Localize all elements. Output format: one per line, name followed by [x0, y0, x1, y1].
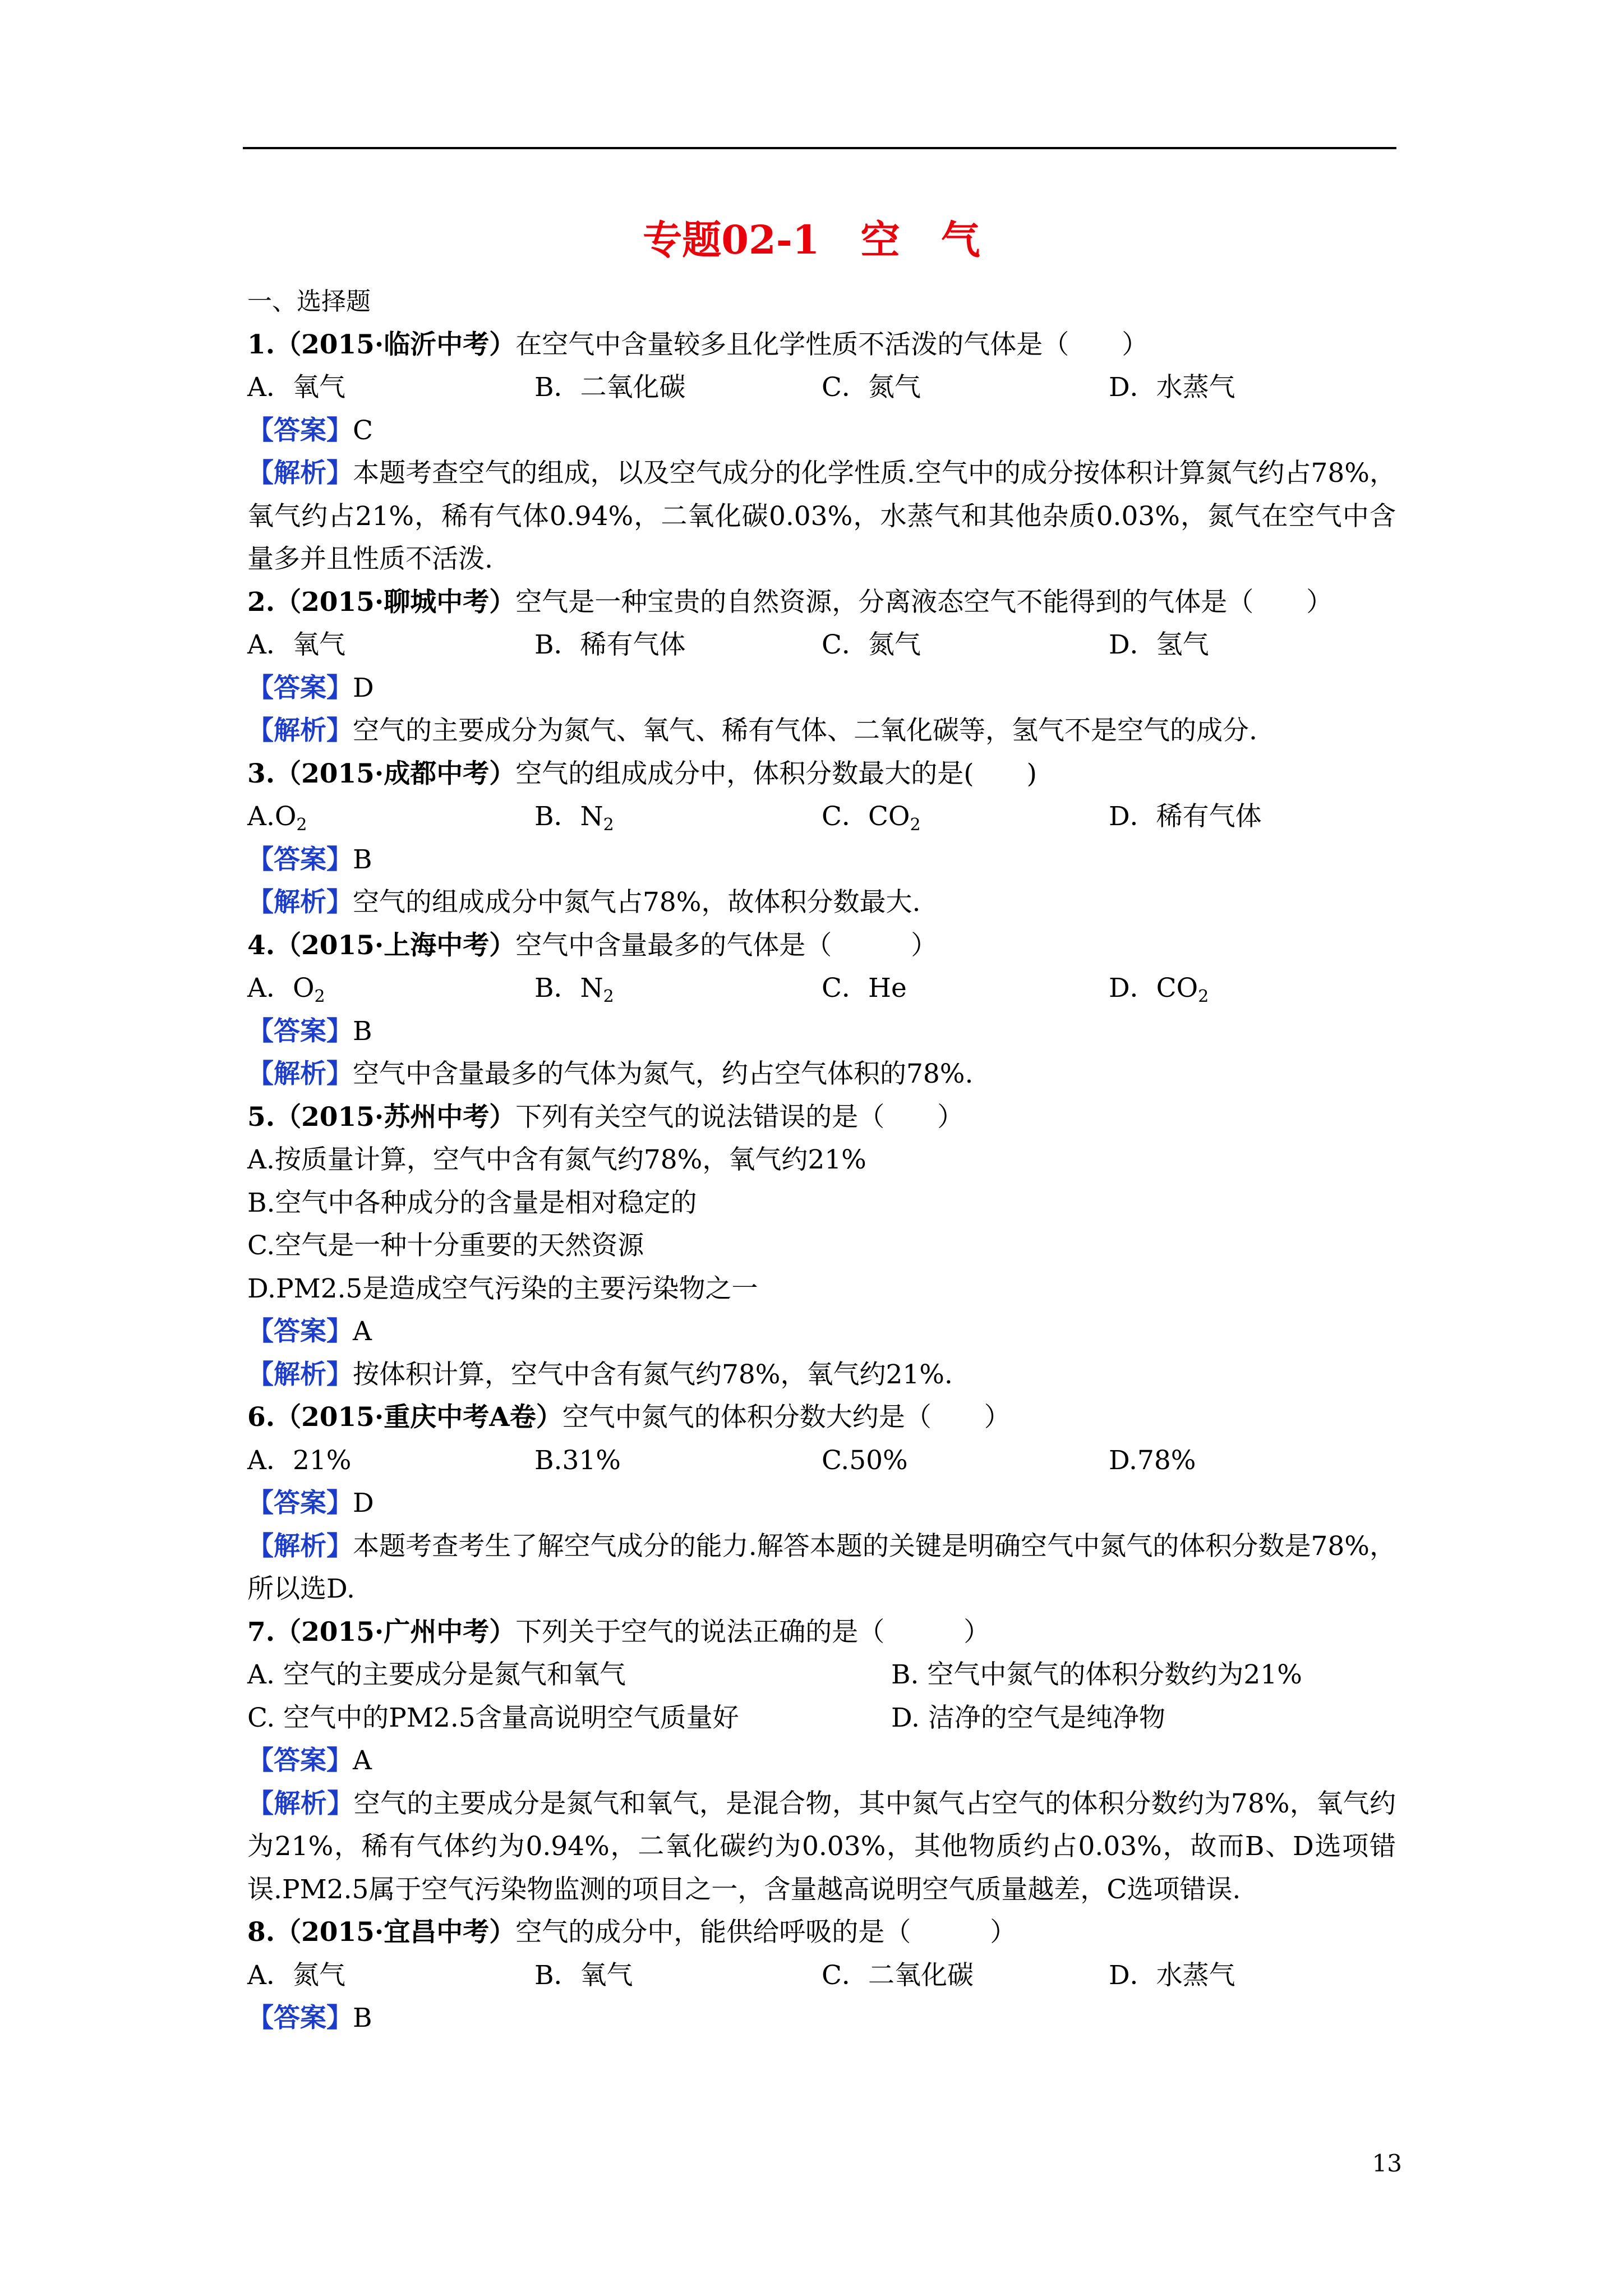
analysis-label: 【解析】 — [247, 1530, 353, 1562]
analysis-text: 按体积计算，空气中含有氮气约78%，氧气约21%. — [353, 1359, 953, 1390]
analysis-label: 【解析】 — [247, 1788, 354, 1819]
question-6-source: 6.（2015·重庆中考A卷） — [247, 1402, 562, 1433]
question-8-options — [247, 1954, 1396, 1998]
analysis-label: 【解析】 — [247, 887, 353, 918]
option-b: B.空气中各种成分的含量是相对稳定的 — [247, 1187, 697, 1218]
option-c: C.50% — [822, 1444, 908, 1476]
option-a: A.按质量计算，空气中含有氮气约78%，氧气约21% — [247, 1144, 866, 1175]
question-2 — [247, 581, 1396, 624]
analysis-label: 【解析】 — [247, 458, 353, 489]
analysis-text: 空气的主要成分为氮气、氧气、稀有气体、二氧化碳等，氢气不是空气的成分. — [353, 715, 1257, 746]
page-title: 专题02-1 空 气 — [643, 217, 980, 263]
question-6-analysis — [247, 1525, 1396, 1611]
question-list — [247, 280, 1396, 2040]
option-a: A．氧气 — [247, 629, 345, 660]
option-b: B．$N_2$ — [534, 801, 614, 835]
question-7-options-ab — [247, 1654, 1396, 1697]
question-7 — [247, 1611, 1396, 1654]
option-c: C.空气是一种十分重要的天然资源 — [247, 1230, 644, 1261]
question-1-analysis — [247, 452, 1396, 581]
question-4-answer — [247, 1010, 1396, 1053]
option-b: B．氧气 — [534, 1959, 633, 1991]
question-6-stem: 空气中氮气的体积分数大约是（ ） — [562, 1402, 1011, 1433]
question-2-answer — [247, 667, 1396, 710]
question-1 — [247, 324, 1396, 367]
question-2-options — [247, 624, 1396, 667]
option-d: D．水蒸气 — [1109, 372, 1235, 403]
analysis-label: 【解析】 — [247, 1359, 353, 1390]
question-8-stem: 空气的成分中，能供给呼吸的是（ ） — [515, 1917, 1017, 1948]
answer-value: B — [353, 2003, 372, 2033]
question-3-answer — [247, 839, 1396, 882]
option-c: C．氮气 — [822, 372, 921, 403]
answer-label: 【答案】 — [247, 844, 353, 875]
answer-label: 【答案】 — [247, 672, 353, 703]
option-d: D．氢气 — [1109, 629, 1209, 660]
question-7-answer — [247, 1740, 1396, 1783]
question-7-analysis — [247, 1783, 1396, 1912]
question-7-stem: 下列关于空气的说法正确的是（ ） — [515, 1616, 990, 1648]
question-4-options — [247, 967, 1396, 1010]
answer-value: D — [353, 672, 374, 703]
analysis-label: 【解析】 — [247, 1059, 353, 1089]
option-a: A．$O_2$ — [247, 973, 325, 1006]
option-c: C．He — [822, 973, 907, 1004]
question-1-options — [247, 366, 1396, 409]
option-d: D.PM2.5是造成空气污染的主要污染物之一 — [247, 1273, 758, 1304]
question-5-stem: 下列有关空气的说法错误的是（ ） — [515, 1101, 964, 1133]
answer-value: A — [353, 1316, 372, 1347]
question-4-analysis — [247, 1053, 1396, 1096]
question-4-source: 4.（2015·上海中考） — [247, 930, 516, 961]
option-c: C．$CO_2$ — [822, 801, 921, 835]
option-c: C．氮气 — [822, 629, 921, 660]
question-1-answer — [247, 409, 1396, 453]
answer-label: 【答案】 — [247, 1488, 353, 1519]
answer-label: 【答案】 — [247, 1015, 353, 1047]
option-a: A．21% — [247, 1444, 352, 1476]
question-3-source: 3.（2015·成都中考） — [247, 758, 516, 789]
question-3-analysis — [247, 881, 1396, 924]
option-a: A．氧气 — [247, 372, 345, 403]
question-2-analysis — [247, 710, 1396, 753]
answer-value: A — [353, 1745, 372, 1776]
question-1-stem: 在空气中含量较多且化学性质不活泼的气体是（ ） — [515, 329, 1149, 360]
option-d: D. 洁净的空气是纯净物 — [891, 1702, 1165, 1733]
option-a: $A.O_2$ — [247, 801, 307, 835]
page-number: 13 — [1372, 2150, 1402, 2177]
answer-value: C — [353, 415, 373, 446]
option-b: B．$N_2$ — [534, 973, 614, 1006]
option-a: A. 空气的主要成分是氮气和氧气 — [247, 1659, 626, 1690]
question-7-source: 7.（2015·广州中考） — [247, 1616, 516, 1648]
question-6 — [247, 1396, 1396, 1439]
question-7-options-cd — [247, 1697, 1396, 1740]
question-2-stem: 空气是一种宝贵的自然资源，分离液态空气不能得到的气体是（ ） — [515, 586, 1333, 618]
question-5-answer — [247, 1310, 1396, 1354]
question-6-options — [247, 1439, 1396, 1483]
answer-label: 【答案】 — [247, 2003, 353, 2033]
question-5-analysis — [247, 1354, 1396, 1397]
question-3-options — [247, 795, 1396, 839]
analysis-text: 空气的组成成分中氮气占78%，故体积分数最大. — [353, 887, 921, 918]
question-4-stem: 空气中含量最多的气体是（ ） — [515, 930, 938, 961]
question-3 — [247, 753, 1396, 796]
answer-label: 【答案】 — [247, 415, 353, 446]
option-b: B．二氧化碳 — [534, 372, 686, 403]
question-1-source: 1.（2015·临沂中考） — [247, 329, 516, 360]
option-b: B. 空气中氮气的体积分数约为21% — [891, 1659, 1302, 1690]
option-c: C. 空气中的PM2.5含量高说明空气质量好 — [247, 1702, 739, 1733]
answer-value: B — [353, 844, 372, 875]
question-3-stem: 空气的组成成分中，体积分数最大的是( ) — [515, 758, 1037, 789]
answer-value: D — [353, 1488, 374, 1519]
option-b: B．稀有气体 — [534, 629, 686, 660]
analysis-text: 空气的主要成分是氮气和氧气，是混合物，其中氮气占空气的体积分数约为78%，氧气约为21%，稀有气体约为0.94%，二氧化碳约为0.03%，其他物质约占0.03%，故而B、D选项错误.PM2.5属于空气污染物监测的项目之一，含量越高说明空气质量越差，C选项错误. — [247, 1788, 1396, 1905]
analysis-label: 【解析】 — [247, 715, 353, 746]
question-2-source: 2.（2015·聊城中考） — [247, 586, 516, 618]
question-8-answer — [247, 1997, 1396, 2040]
header-rule — [243, 147, 1396, 149]
option-d: D．$CO_2$ — [1109, 973, 1209, 1006]
analysis-text: 本题考查空气的组成，以及空气成分的化学性质.空气中的成分按体积计算氮气约占78%，氧气约占21%，稀有气体0.94%，二氧化碳0.03%，水蒸气和其他杂质0.03%，氮气在空气中含量多并且性质不活泼. — [247, 458, 1396, 574]
question-5-source: 5.（2015·苏州中考） — [247, 1101, 516, 1133]
option-d: D．稀有气体 — [1109, 801, 1262, 832]
question-8-source: 8.（2015·宜昌中考） — [247, 1917, 516, 1948]
question-5 — [247, 1096, 1396, 1139]
answer-label: 【答案】 — [247, 1316, 353, 1347]
option-d: D．水蒸气 — [1109, 1959, 1235, 1991]
answer-label: 【答案】 — [247, 1745, 353, 1776]
question-6-answer — [247, 1482, 1396, 1525]
option-d: D.78% — [1109, 1444, 1196, 1476]
option-b: B.31% — [534, 1444, 621, 1476]
option-c: C．二氧化碳 — [822, 1959, 974, 1991]
question-8 — [247, 1911, 1396, 1954]
section-heading: 一、选择题 — [247, 287, 371, 316]
analysis-text: 空气中含量最多的气体为氮气，约占空气体积的78%. — [353, 1059, 974, 1089]
option-a: A．氮气 — [247, 1959, 345, 1991]
question-4 — [247, 924, 1396, 968]
answer-value: B — [353, 1015, 372, 1047]
analysis-text: 本题考查考生了解空气成分的能力.解答本题的关键是明确空气中氮气的体积分数是78%，所以选D. — [247, 1530, 1396, 1604]
